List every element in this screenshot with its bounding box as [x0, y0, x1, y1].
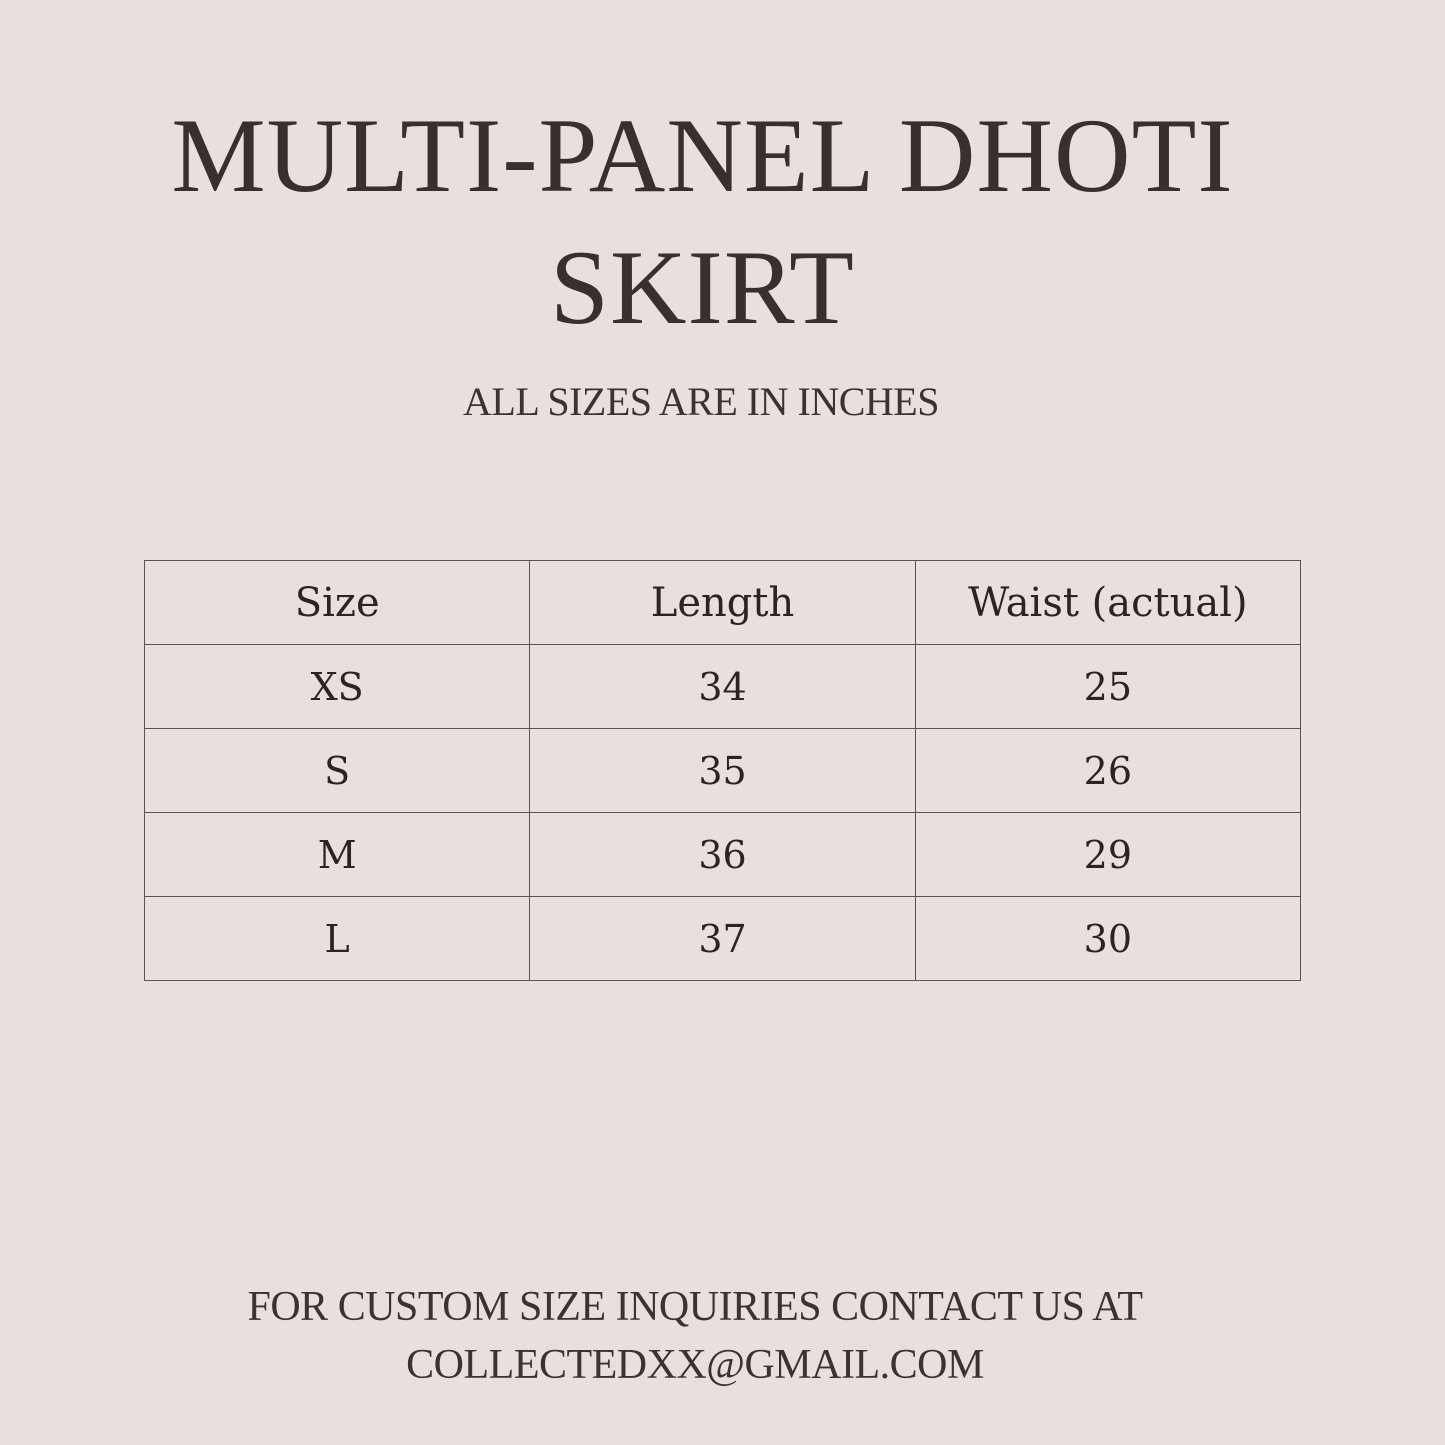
- size-table: [144, 560, 1301, 981]
- cell-size: S: [145, 729, 530, 813]
- table-row: [145, 645, 1301, 729]
- contact-email: COLLECTEDXX@GMAIL.COM: [406, 1342, 984, 1388]
- cell-size: M: [145, 813, 530, 897]
- title-line-1: MULTI-PANEL DHOTI: [171, 97, 1234, 214]
- contact-note: [0, 1278, 1390, 1394]
- table-header-row: [145, 561, 1301, 645]
- cell-length: 34: [530, 645, 915, 729]
- cell-waist: 25: [915, 645, 1300, 729]
- cell-waist: 30: [915, 897, 1300, 981]
- cell-length: 37: [530, 897, 915, 981]
- units-note: ALL SIZES ARE IN INCHES: [463, 379, 939, 424]
- contact-line-1: FOR CUSTOM SIZE INQUIRIES CONTACT US AT: [247, 1284, 1143, 1330]
- cell-size: XS: [145, 645, 530, 729]
- cell-length: 36: [530, 813, 915, 897]
- cell-length: 35: [530, 729, 915, 813]
- title-line-2: SKIRT: [550, 229, 855, 346]
- page-title: [0, 90, 1405, 354]
- table-row: [145, 813, 1301, 897]
- table-row: [145, 897, 1301, 981]
- header-size: Size: [145, 561, 530, 645]
- cell-waist: 29: [915, 813, 1300, 897]
- header-length: Length: [530, 561, 915, 645]
- cell-waist: 26: [915, 729, 1300, 813]
- table-row: [145, 729, 1301, 813]
- cell-size: L: [145, 897, 530, 981]
- header-waist: Waist (actual): [915, 561, 1300, 645]
